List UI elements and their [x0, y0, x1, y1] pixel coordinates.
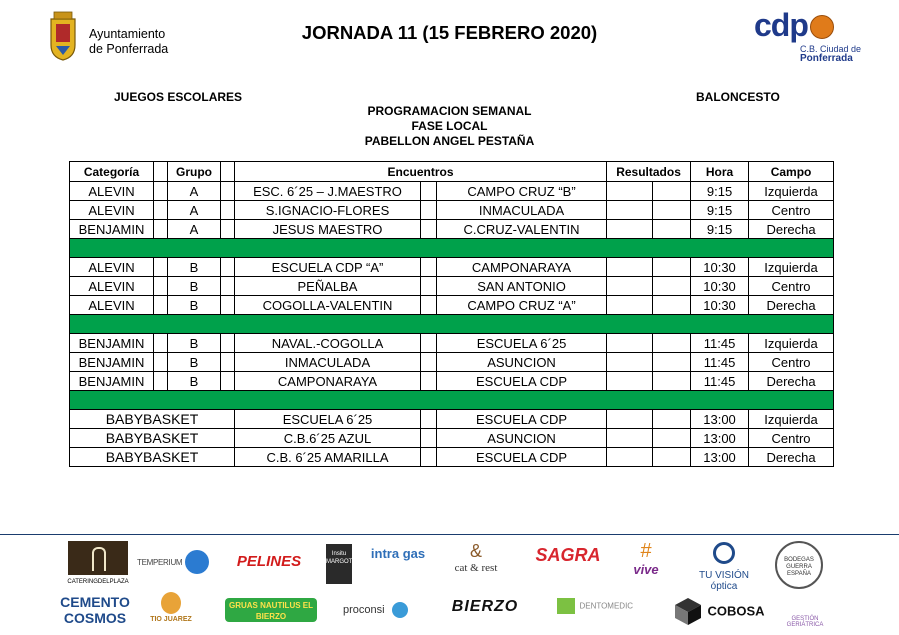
cell-categoria: BABYBASKET	[70, 448, 235, 467]
cell-campo: Derecha	[749, 372, 834, 391]
ampersand-icon: &	[469, 541, 482, 561]
col-encuentros: Encuentros	[235, 162, 607, 182]
cell-result-local	[607, 258, 653, 277]
footer-divider	[0, 534, 899, 535]
juegos-escolares-label: JUEGOS ESCOLARES	[114, 90, 243, 104]
table-row	[70, 201, 834, 220]
cell-result-local	[607, 296, 653, 315]
table-row	[70, 277, 834, 296]
cell-result-local	[607, 372, 653, 391]
cell-visitor-team: INMACULADA	[437, 201, 607, 220]
cell-result-local	[607, 448, 653, 467]
cdp-letters: cdp	[754, 7, 808, 43]
cell-local-team: INMACULADA	[235, 353, 421, 372]
cobosa-cube-icon	[673, 596, 703, 626]
cell-spacer	[421, 448, 437, 467]
cell-spacer	[421, 296, 437, 315]
cell-campo: Centro	[749, 353, 834, 372]
cell-categoria: ALEVIN	[70, 277, 154, 296]
fase-label: FASE LOCAL	[411, 119, 488, 133]
cell-spacer	[154, 296, 168, 315]
cell-visitor-team: ESCUELA CDP	[437, 372, 607, 391]
basketball-icon	[810, 15, 834, 39]
sponsor-name: vive	[633, 562, 659, 577]
cell-spacer	[154, 372, 168, 391]
cell-result-local	[607, 410, 653, 429]
table-row	[70, 220, 834, 239]
cell-hora: 9:15	[691, 220, 749, 239]
cell-spacer	[221, 258, 235, 277]
cell-result-local	[607, 182, 653, 201]
cell-campo: Izquierda	[749, 258, 834, 277]
sponsor-bierzo-fitness-logo: BIERZO	[451, 598, 519, 615]
cell-hora: 9:15	[691, 201, 749, 220]
cell-grupo: B	[168, 296, 221, 315]
programacion-label: PROGRAMACION SEMANAL	[367, 104, 532, 118]
baloncesto-label: BALONCESTO	[696, 90, 780, 104]
sponsor-name: DENTOMEDIC	[579, 601, 634, 611]
sponsor-bodegas-guerra-logo: BODEGAS GUERRA ESPAÑA	[775, 541, 823, 589]
sponsor-pelines-logo: PELINES	[236, 553, 302, 570]
cell-spacer	[421, 277, 437, 296]
header-row	[70, 162, 834, 182]
sponsor-name: proconsi	[343, 604, 385, 616]
cell-result-visitor	[653, 353, 691, 372]
cell-campo: Derecha	[749, 448, 834, 467]
cell-result-visitor	[653, 258, 691, 277]
cell-grupo: A	[168, 182, 221, 201]
cell-hora: 11:45	[691, 372, 749, 391]
eye-icon	[713, 542, 735, 564]
sponsor-name: CEMENTO COSMOS	[60, 594, 130, 626]
col-grupo: Grupo	[168, 162, 221, 182]
cell-result-local	[607, 277, 653, 296]
cell-campo: Derecha	[749, 220, 834, 239]
cell-local-team: ESC. 6´25 – J.MAESTRO	[235, 182, 421, 201]
cell-spacer	[421, 258, 437, 277]
sponsor-vive-logo	[622, 540, 670, 580]
separator-row	[70, 315, 834, 334]
cell-categoria: BENJAMIN	[70, 353, 154, 372]
cell-spacer	[221, 220, 235, 239]
cell-categoria: ALEVIN	[70, 182, 154, 201]
cell-visitor-team: ESCUELA 6´25	[437, 334, 607, 353]
cell-spacer	[154, 182, 168, 201]
cell-spacer	[421, 334, 437, 353]
cell-spacer	[421, 372, 437, 391]
sponsor-name: COBOSA	[707, 603, 765, 619]
sponsor-proconsi-logo	[343, 599, 419, 621]
cell-categoria: BENJAMIN	[70, 372, 154, 391]
cell-spacer	[221, 296, 235, 315]
cell-hora: 10:30	[691, 258, 749, 277]
ayto-line2: de Ponferrada	[89, 42, 169, 56]
cell-hora: 10:30	[691, 296, 749, 315]
cell-visitor-team: ESCUELA CDP	[437, 448, 607, 467]
separator-bar	[70, 391, 834, 410]
cell-local-team: PEÑALBA	[235, 277, 421, 296]
sponsor-name: TEMPERIUM	[137, 558, 183, 567]
cell-result-local	[607, 201, 653, 220]
cell-campo: Derecha	[749, 296, 834, 315]
sponsor-gruas-nautilus-logo: GRUAS NAUTILUS EL BIERZO	[225, 598, 317, 622]
cell-result-visitor	[653, 201, 691, 220]
cell-categoria: BENJAMIN	[70, 220, 154, 239]
cell-hora: 11:45	[691, 353, 749, 372]
cell-spacer	[154, 353, 168, 372]
schedule-table	[69, 161, 834, 467]
cell-hora: 10:30	[691, 277, 749, 296]
cell-local-team: NAVAL.-COGOLLA	[235, 334, 421, 353]
table-row	[70, 182, 834, 201]
dentomedic-mark-icon	[557, 598, 575, 614]
sponsor-name: TU VISIÓN óptica	[698, 570, 749, 592]
cell-hora: 9:15	[691, 182, 749, 201]
cell-spacer	[154, 277, 168, 296]
cell-local-team: ESCUELA CDP “A”	[235, 258, 421, 277]
cell-grupo: B	[168, 334, 221, 353]
sponsor-catrest-logo	[440, 541, 512, 583]
col-spacer	[154, 162, 168, 182]
cell-campo: Izquierda	[749, 334, 834, 353]
sponsor-intragas-logo: intra gas	[370, 546, 426, 561]
pabellon-label: PABELLON ANGEL PESTAÑA	[364, 134, 535, 148]
cell-categoria: BABYBASKET	[70, 429, 235, 448]
sponsor-cosmos-logo	[60, 594, 130, 628]
cell-categoria: BENJAMIN	[70, 334, 154, 353]
table-row	[70, 410, 834, 429]
cell-hora: 13:00	[691, 429, 749, 448]
cell-result-visitor	[653, 277, 691, 296]
schedule-body	[70, 182, 834, 467]
cell-spacer	[221, 372, 235, 391]
cell-result-visitor	[653, 334, 691, 353]
cell-visitor-team: ASUNCION	[437, 429, 607, 448]
separator-row	[70, 391, 834, 410]
club-line1: C.B. Ciudad de	[800, 44, 862, 54]
cell-campo: Centro	[749, 429, 834, 448]
cell-hora: 11:45	[691, 334, 749, 353]
cell-spacer	[154, 334, 168, 353]
cell-hora: 13:00	[691, 448, 749, 467]
vive-hashtag-icon: #	[640, 540, 652, 562]
col-campo: Campo	[749, 162, 834, 182]
sponsor-tuvision-logo	[686, 542, 762, 592]
cell-result-visitor	[653, 182, 691, 201]
cell-result-visitor	[653, 429, 691, 448]
cell-spacer	[221, 353, 235, 372]
cell-result-visitor	[653, 220, 691, 239]
cell-spacer	[421, 220, 437, 239]
cell-result-visitor	[653, 448, 691, 467]
cell-result-visitor	[653, 410, 691, 429]
sponsor-catering-logo	[67, 541, 129, 589]
cell-grupo: B	[168, 372, 221, 391]
club-line2: Ponferrada	[800, 53, 853, 64]
cell-categoria: ALEVIN	[70, 258, 154, 277]
cell-visitor-team: CAMPO CRUZ “B”	[437, 182, 607, 201]
cell-result-visitor	[653, 296, 691, 315]
cell-result-local	[607, 334, 653, 353]
table-row	[70, 258, 834, 277]
sponsor-tio-juarez-logo	[148, 592, 194, 630]
table-row	[70, 448, 834, 467]
cell-visitor-team: ASUNCION	[437, 353, 607, 372]
cell-result-local	[607, 220, 653, 239]
table-row	[70, 334, 834, 353]
table-row	[70, 353, 834, 372]
col-categoria: Categoría	[70, 162, 154, 182]
cell-grupo: B	[168, 353, 221, 372]
cell-campo: Izquierda	[749, 410, 834, 429]
sponsor-insitu-logo: Insitu MARGOTS	[326, 544, 352, 584]
cell-grupo: A	[168, 201, 221, 220]
cell-grupo: B	[168, 258, 221, 277]
sponsor-name: CATERINGDELPLAZA	[67, 579, 129, 585]
cell-spacer	[221, 182, 235, 201]
cell-result-local	[607, 353, 653, 372]
cell-spacer	[421, 182, 437, 201]
cell-categoria: ALEVIN	[70, 296, 154, 315]
cell-categoria: ALEVIN	[70, 201, 154, 220]
col-spacer	[221, 162, 235, 182]
cell-campo: Centro	[749, 201, 834, 220]
cell-spacer	[421, 410, 437, 429]
cell-campo: Izquierda	[749, 182, 834, 201]
cell-local-team: S.IGNACIO-FLORES	[235, 201, 421, 220]
sponsor-temperium-logo	[137, 550, 211, 576]
cell-visitor-team: ESCUELA CDP	[437, 410, 607, 429]
tio-juarez-mascot-icon	[161, 592, 181, 614]
catering-arch-icon	[92, 547, 106, 571]
sponsor-dentomedic-logo	[557, 597, 651, 617]
table-row	[70, 296, 834, 315]
cell-grupo: B	[168, 277, 221, 296]
temperium-circle-icon	[185, 550, 209, 574]
separator-row	[70, 239, 834, 258]
catering-mark	[68, 541, 128, 575]
ayto-line1: Ayuntamiento	[89, 27, 166, 41]
cell-visitor-team: SAN ANTONIO	[437, 277, 607, 296]
page-title: JORNADA 11 (15 FEBRERO 2020)	[301, 22, 598, 43]
col-hora: Hora	[691, 162, 749, 182]
cell-local-team: JESUS MAESTRO	[235, 220, 421, 239]
cell-spacer	[154, 201, 168, 220]
cell-spacer	[421, 353, 437, 372]
cell-local-team: ESCUELA 6´25	[235, 410, 421, 429]
cell-grupo: A	[168, 220, 221, 239]
col-resultados: Resultados	[607, 162, 691, 182]
sponsor-name: cat & rest	[454, 562, 498, 574]
cell-spacer	[221, 201, 235, 220]
sponsor-cobosa-logo	[673, 596, 765, 628]
cell-visitor-team: CAMPO CRUZ “A”	[437, 296, 607, 315]
cell-hora: 13:00	[691, 410, 749, 429]
cell-local-team: C.B.6´25 AZUL	[235, 429, 421, 448]
proconsi-dots-icon	[392, 602, 408, 618]
cell-visitor-team: CAMPONARAYA	[437, 258, 607, 277]
cell-local-team: CAMPONARAYA	[235, 372, 421, 391]
cell-spacer	[221, 334, 235, 353]
cell-result-local	[607, 429, 653, 448]
cell-result-visitor	[653, 372, 691, 391]
table-row	[70, 429, 834, 448]
separator-bar	[70, 315, 834, 334]
cell-spacer	[154, 220, 168, 239]
cdp-club-logo	[752, 7, 862, 64]
cell-spacer	[154, 258, 168, 277]
cell-spacer	[421, 201, 437, 220]
cell-visitor-team: C.CRUZ-VALENTIN	[437, 220, 607, 239]
cell-spacer	[421, 429, 437, 448]
sponsor-sagra-logo: SAGRA	[535, 545, 601, 565]
table-row	[70, 372, 834, 391]
cell-local-team: C.B. 6´25 AMARILLA	[235, 448, 421, 467]
sponsor-gestion-geriatrica-logo: GESTIÓN GERIÁTRICA	[786, 616, 824, 628]
sponsor-name: TIO JUAREZ	[150, 616, 192, 623]
cell-categoria: BABYBASKET	[70, 410, 235, 429]
cell-campo: Centro	[749, 277, 834, 296]
cell-local-team: COGOLLA-VALENTIN	[235, 296, 421, 315]
separator-bar	[70, 239, 834, 258]
cell-spacer	[221, 277, 235, 296]
